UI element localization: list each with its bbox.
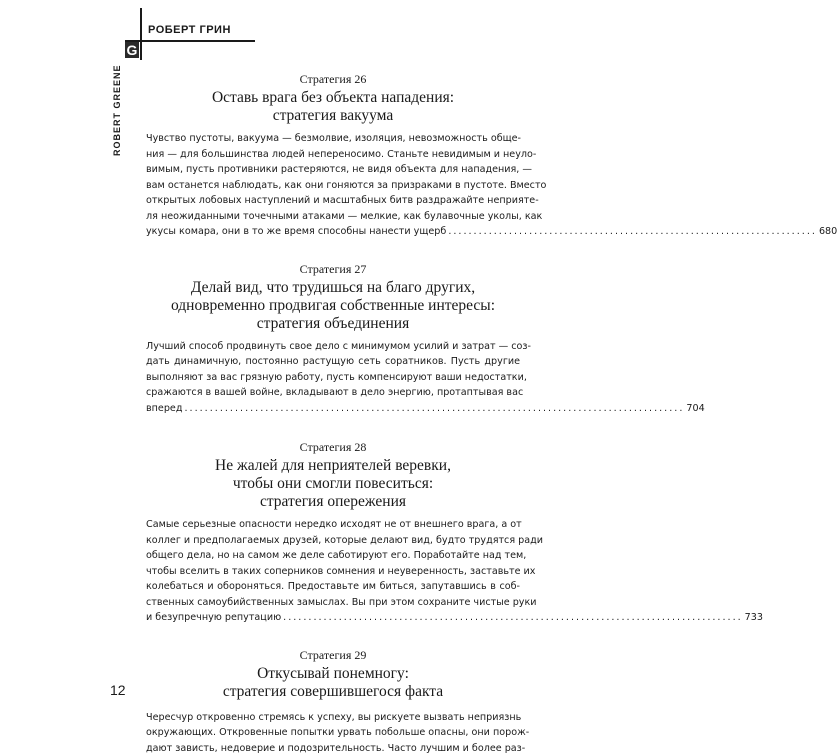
strategy-title-line: Оставь врага без объекта нападения: bbox=[146, 89, 520, 107]
description-line: дают зависть, недоверие и подозрительность. Часто лучшим и более раз- bbox=[146, 741, 520, 756]
strategy-title-line: Делай вид, что трудишься на благо других, bbox=[146, 279, 520, 297]
description-line: укусы комара, они в то же время способны нанести ущерб bbox=[146, 224, 446, 240]
toc-entry-28 bbox=[146, 440, 520, 626]
strategy-label: Стратегия 28 bbox=[146, 440, 520, 455]
strategy-title-line: чтобы они смогли повеситься: bbox=[146, 475, 520, 493]
dot-leader: ................................................................................................... bbox=[184, 401, 684, 417]
description-line: вимым, пусть противники растеряются, не видя объекта для нападения, — bbox=[146, 162, 520, 178]
page-reference[interactable]: 704 bbox=[686, 401, 704, 417]
description-line: и безупречную репутацию bbox=[146, 610, 281, 626]
description-line: дать динамичную, постоянно растущую сеть соратников. Пусть другие bbox=[146, 354, 520, 370]
description-line: открытых лобовых наступлений и масштабных битв раздражайте неприяте- bbox=[146, 193, 520, 209]
page-reference-line bbox=[146, 224, 520, 240]
toc-entry-26 bbox=[146, 72, 520, 240]
description-line: ния — для большинства людей непереносимо. Станьте невидимым и неуло- bbox=[146, 147, 520, 163]
description-line: Чересчур откровенно стремясь к успеху, вы рискуете вызвать неприязнь bbox=[146, 710, 520, 726]
strategy-description bbox=[146, 339, 520, 417]
running-head-author: РОБЕРТ ГРИН bbox=[148, 24, 231, 36]
page-reference[interactable]: 680 bbox=[819, 224, 837, 240]
page-reference-line bbox=[146, 401, 520, 417]
strategy-description bbox=[146, 131, 520, 240]
description-line: ственных самоубийственных замыслах. Вы при этом сохраните чистые руки bbox=[146, 595, 520, 611]
toc-entry-27 bbox=[146, 262, 520, 417]
dot-leader: ......................................................................... bbox=[448, 224, 817, 240]
page-reference-line bbox=[146, 610, 520, 626]
header-horizontal-rule bbox=[125, 40, 255, 42]
spine-author-name: ROBERT GREENE bbox=[112, 74, 122, 156]
strategy-label: Стратегия 29 bbox=[146, 648, 520, 663]
description-line: общего дела, но на самом же деле саботируют его. Поработайте над тем, bbox=[146, 548, 520, 564]
description-line: Лучший способ продвинуть свое дело с минимумом усилий и затрат — соз- bbox=[146, 339, 520, 355]
header-vertical-rule bbox=[140, 8, 142, 60]
strategy-title-line: одновременно продвигая собственные интересы: bbox=[146, 297, 520, 315]
page-reference[interactable]: 733 bbox=[745, 610, 763, 626]
strategy-label: Стратегия 27 bbox=[146, 262, 520, 277]
strategy-label: Стратегия 26 bbox=[146, 72, 520, 87]
strategy-title-line: Не жалей для неприятелей веревки, bbox=[146, 457, 520, 475]
description-line: ля неожиданными точечными атаками — мелкие, как булавочные уколы, как bbox=[146, 209, 520, 225]
page-number: 12 bbox=[110, 682, 126, 698]
strategy-description bbox=[146, 517, 520, 626]
toc-content bbox=[146, 72, 520, 756]
toc-entry-29 bbox=[146, 648, 520, 756]
strategy-title-line: стратегия опережения bbox=[146, 493, 520, 511]
description-line: вам останется наблюдать, как они гоняются за призраками в пустоте. Вместо bbox=[146, 178, 520, 194]
description-line: сражаются в вашей войне, вкладывают в дело энергию, протаптывая вас bbox=[146, 385, 520, 401]
strategy-description bbox=[146, 710, 520, 756]
description-line: окружающих. Откровенные попытки урвать побольше опасны, они порож- bbox=[146, 725, 520, 741]
description-line: выполняют за вас грязную работу, пусть компенсируют ваши недостатки, bbox=[146, 370, 520, 386]
description-line: вперед bbox=[146, 401, 182, 417]
description-line: чтобы вселить в таких соперников сомнения и неуверенность, заставьте их bbox=[146, 564, 520, 580]
description-line: колебаться и обороняться. Предоставьте им биться, запутавшись в соб- bbox=[146, 579, 520, 595]
strategy-title-line: стратегия вакуума bbox=[146, 107, 520, 125]
strategy-title-line: Откусывай понемногу: bbox=[146, 665, 520, 683]
strategy-title-line: стратегия объединения bbox=[146, 315, 520, 333]
description-line: Самые серьезные опасности нередко исходят не от внешнего врага, а от bbox=[146, 517, 520, 533]
dot-leader: ........................................................................................... bbox=[283, 610, 743, 626]
strategy-title-line: стратегия совершившегося факта bbox=[146, 683, 520, 701]
description-line: Чувство пустоты, вакуума — безмолвие, изоляция, невозможность обще- bbox=[146, 131, 520, 147]
description-line: коллег и предполагаемых друзей, которые делают вид, будто трудятся ради bbox=[146, 533, 520, 549]
g-logo-block: G bbox=[125, 42, 139, 58]
